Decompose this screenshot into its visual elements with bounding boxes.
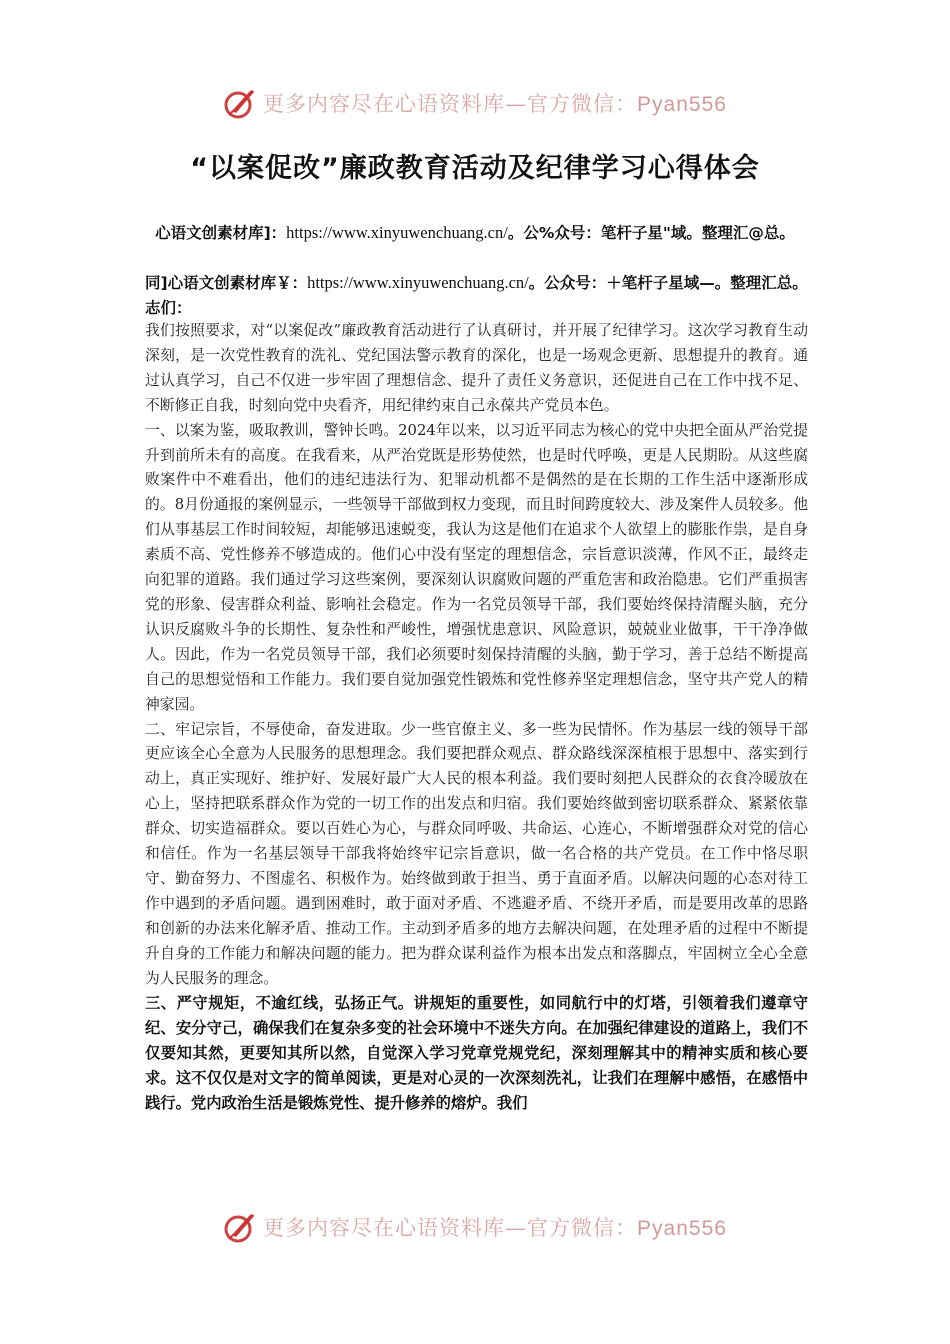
quill-logo-icon: [223, 1210, 257, 1244]
source-line-1: 心语文创素材库]：https://www.xinyuwenchuang.cn/。公%众号：笔杆子星"域。整理汇@总。: [155, 223, 795, 242]
document-title: “以案促改”廉政教育活动及纪律学习心得体会: [190, 153, 760, 184]
paragraph-intro: 我们按照要求，对“以案促改”廉政教育活动进行了认真研讨，并开展了纪律学习。这次学习教育生动深刻，是一次党性教育的洗礼、党纪国法警示教育的深化，也是一场观念更新、思想提升的教育。通过认真学习，自己不仅进一步牢固了理想信念、提升了责任义务意识，还促进自己在工作中找不足、不断修正自我，时刻向党中央看齐，用纪律约束自己永葆共产党员本色。: [145, 322, 808, 414]
banner-text: 更多内容尽在心语资料库—官方微信：Pyan556: [263, 1216, 727, 1240]
header-banner: [0, 83, 950, 123]
footer-banner: [0, 1207, 950, 1247]
quill-logo-icon: [223, 86, 257, 120]
paragraph-section-1: 一、以案为鉴，吸取教训，警钟长鸣。2024年以来，以习近平同志为核心的党中央把全面从严治党提升到前所未有的高度。在我看来，从严治党既是形势使然，也是时代呼唤，更是人民期盼。从这些腐败案件中不难看出，他们的违纪违法行为、犯罪动机都不是偶然的是在长期的工作生活中逐渐形成的。8月份通报的案例显示，一些领导干部做到权力变现，而且时间跨度较大、涉及案件人员较多。他们从事基层工作时间较短，却能够迅速蜕变，我认为这是他们在追求个人欲望上的膨胀作祟，是自身素质不高、党性修养不够造成的。他们心中没有坚定的理想信念，宗旨意识淡薄，作风不正，最终走向犯罪的道路。我们通过学习这些案例，要深刻认识腐败问题的严重危害和政治隐患。它们严重损害党的形象、侵害群众利益、影响社会稳定。作为一名党员领导干部，我们要始终保持清醒头脑，充分认识反腐败斗争的长期性、复杂性和严峻性，增强忧患意识、风险意识，兢兢业业做事，干干净净做人。因此，作为一名党员领导干部，我们必须要时刻保持清醒的头脑，勤于学习，善于总结不断提高自己的思想觉悟和工作能力。我们要自觉加强党性锻炼和党性修养坚定理想信念，坚守共产党人的精神家园。: [145, 421, 808, 713]
paragraph-section-2: 二、牢记宗旨，不辱使命，奋发进取。少一些官僚主义、多一些为民情怀。作为基层一线的领导干部更应该全心全意为人民服务的思想理念。我们要把群众观点、群众路线深深植根于思想中、落实到行动上，真正实现好、维护好、发展好最广大人民的根本利益。我们要时刻把人民群众的衣食冷暖放在心上，坚持把联系群众作为党的一切工作的出发点和归宿。我们要始终做到密切联系群众、紧紧依靠群众、切实造福群众。要以百姓心为心，与群众同呼吸、共命运、心连心，不断增强群众对党的信心和信任。作为一名基层领导干部我将始终牢记宗旨意识，做一名合格的共产党员。在工作中恪尽职守、勤奋努力、不图虚名、积极作为。始终做到敢于担当、勇于直面矛盾。以解决问题的心态对待工作中遇到的矛盾问题。遇到困难时，敢于面对矛盾、不逃避矛盾、不绕开矛盾，而是要用改革的思路和创新的办法来化解矛盾、推动工作。主动到矛盾多的地方去解决问题，在处理矛盾的过程中不断提升自身的工作能力和解决问题的能力。把为群众谋利益作为根本出发点和落脚点，牢固树立全心全意为人民服务的理念。: [145, 720, 808, 987]
banner-text: 更多内容尽在心语资料库—官方微信：Pyan556: [263, 92, 727, 116]
document-body: [145, 319, 808, 1116]
paragraph-section-3: 三、严守规矩，不逾红线，弘扬正气。讲规矩的重要性，如同航行中的灯塔，引领着我们遵章守纪、安分守己，确保我们在复杂多变的社会环境中不迷失方向。在加强纪律建设的道路上，我们不仅要知其然，更要知其所以然，自觉深入学习党章党规党纪，深刻理解其中的精神实质和核心要求。这不仅仅是对文字的简单阅读，更是对心灵的一次深刻洗礼，让我们在理解中感悟，在感悟中践行。党内政治生活是锻炼党性、提升修养的熔炉。我们: [145, 994, 808, 1113]
source-line-2: 同]心语文创素材库￥：https://www.xinyuwenchuang.cn/。公众号：＋笔杆子星域—。整理汇总。志们：: [145, 273, 808, 317]
